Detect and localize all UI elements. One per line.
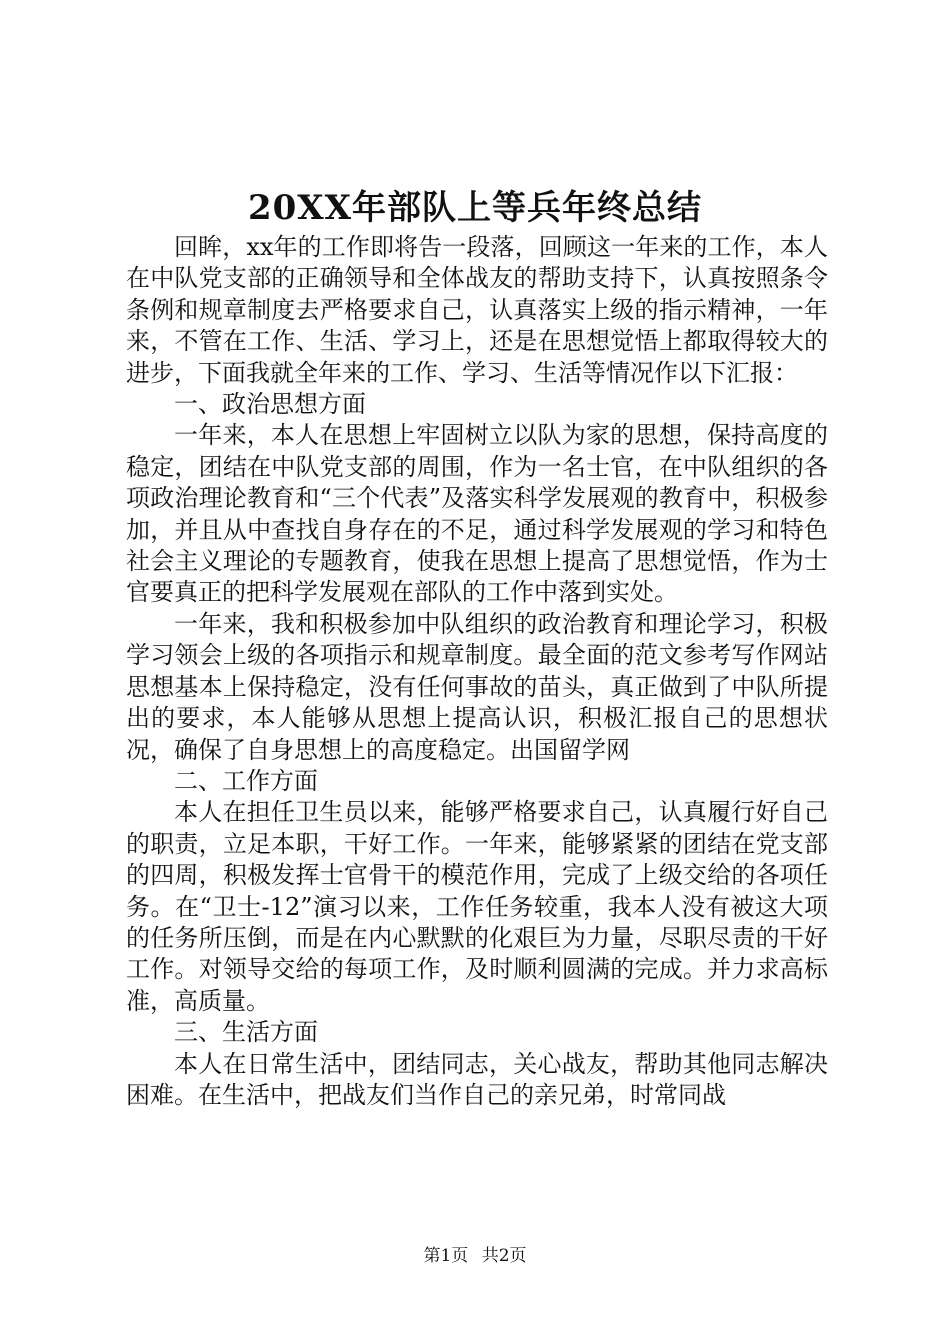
paragraph-work: 本人在担任卫生员以来，能够严格要求自己，认真履行好自己的职责，立足本职，干好工作。一年来，能够紧紧的团结在党支部的四周，积极发挥士官骨干的模范作用，完成了上级交给的各项任务。在“卫士-12”演习以来，工作任务较重，我本人没有被这大项的任务所压倒，而是在内心默默的化艰巨为力量，尽职尽责的干好工作。对领导交给的每项工作，及时顺利圆满的完成。并力求高标准，高质量。 — [126, 798, 828, 1015]
paragraph-intro: 回眸，xx年的工作即将告一段落，回顾这一年来的工作，本人在中队党支部的正确领导和全体战友的帮助支持下，认真按照条令条例和规章制度去严格要求自己，认真落实上级的指示精神，一年来，不管在工作、生活、学习上，还是在思想觉悟上都取得较大的进步，下面我就全年来的工作、学习、生活等情况作以下汇报： — [126, 233, 828, 387]
document-body — [126, 232, 828, 1111]
section-heading-political: 一、政治思想方面 — [174, 390, 366, 419]
paragraph-political-2: 一年来，我和积极参加中队组织的政治教育和理论学习，积极学习领会上级的各项指示和规章制度。最全面的范文参考写作网站思想基本上保持稳定，没有任何事故的苗头，真正做到了中队所提出的要求，本人能够从思想上提高认识，积极汇报自己的思想状况，确保了自身思想上的高度稳定。出国留学网 — [126, 609, 828, 764]
document-title: 20XX年部队上等兵年终总结 — [247, 188, 703, 228]
page-number-total: 共2页 — [481, 1246, 527, 1266]
page-number-current: 第1页 — [423, 1246, 469, 1266]
section-heading-work: 二、工作方面 — [174, 766, 318, 795]
section-heading-life: 三、生活方面 — [174, 1018, 318, 1047]
paragraph-life: 本人在日常生活中，团结同志，关心战友，帮助其他同志解决困难。在生活中，把战友们当作自己的亲兄弟，时常同战 — [126, 1049, 828, 1109]
paragraph-political-1: 一年来，本人在思想上牢固树立以队为家的思想，保持高度的稳定，团结在中队党支部的周围，作为一名士官，在中队组织的各项政治理论教育和“三个代表”及落实科学发展观的教育中，积极参加，并且从中查找自身存在的不足，通过科学发展观的学习和特色社会主义理论的专题教育，使我在思想上提高了思想觉悟，作为士官要真正的把科学发展观在部队的工作中落到实处。 — [126, 421, 828, 607]
page-footer — [0, 1244, 950, 1268]
